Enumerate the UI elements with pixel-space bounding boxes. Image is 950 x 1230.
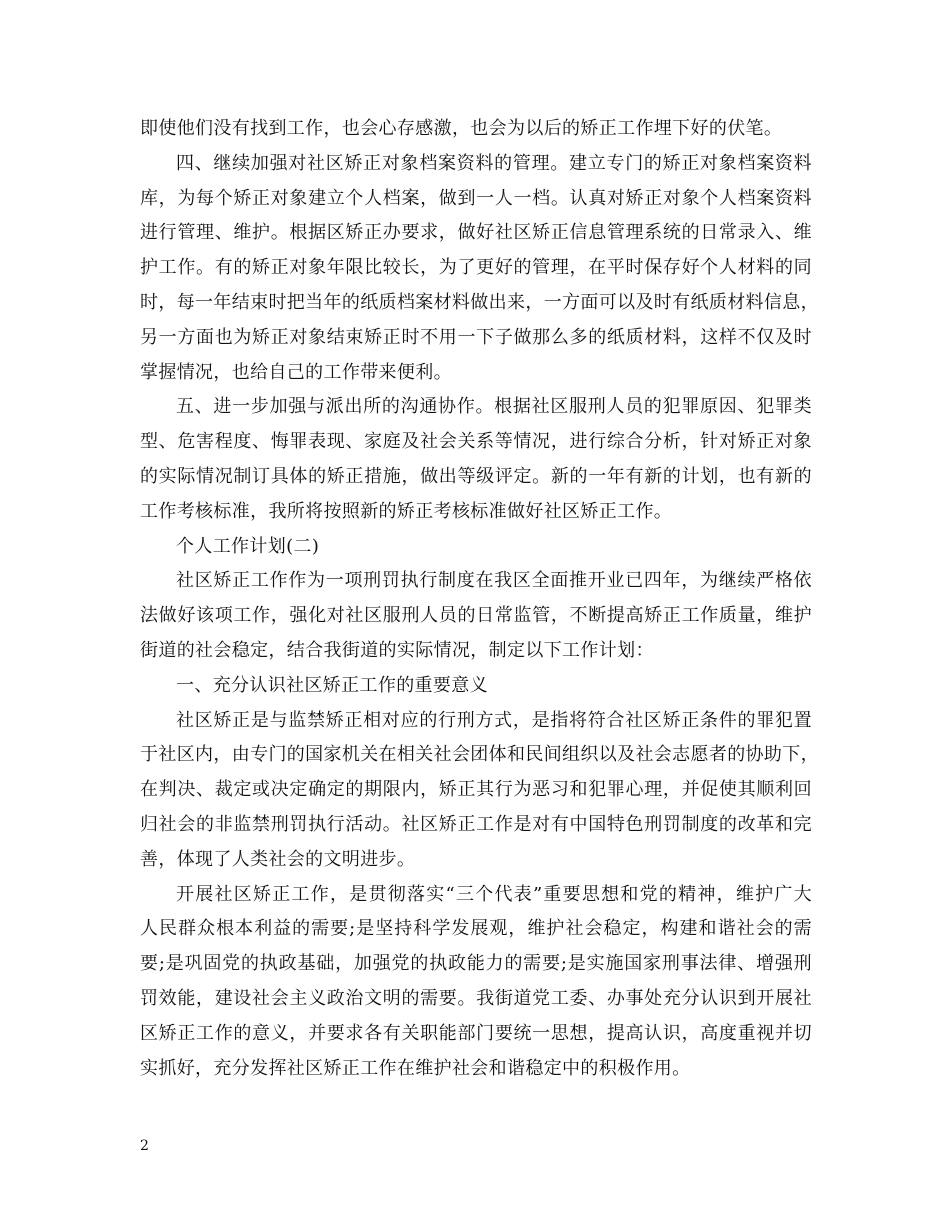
text-line: 的实际情况制订具体的矫正措施，做出等级评定。新的一年有新的计划，也有新的 bbox=[140, 465, 812, 487]
document-body bbox=[140, 112, 819, 1086]
text-line: 法做好该项工作，强化对社区服刑人员的日常监管，不断提高矫正工作质量，维护 bbox=[140, 605, 812, 627]
text-line: 实抓好，充分发挥社区矫正工作在维护社会和谐稳定中的积极作用。 bbox=[140, 1057, 691, 1079]
text-line: 人民群众根本利益的需要;是坚持科学发展观，维护社会稳定，构建和谐社会的需 bbox=[140, 918, 812, 940]
text-line: 即使他们没有找到工作，也会心存感激，也会为以后的矫正工作埋下好的伏笔。 bbox=[140, 118, 783, 139]
text-line: 于社区内，由专门的国家机关在相关社会团体和民间组织以及社会志愿者的协助下， bbox=[140, 744, 819, 766]
text-line: 善，体现了人类社会的文明进步。 bbox=[140, 848, 416, 870]
text-line: 社区矫正是与监禁矫正相对应的行刑方式，是指将符合社区矫正条件的罪犯置 bbox=[176, 709, 812, 731]
text-line: 要;是巩固党的执政基础，加强党的执政能力的需要;是实施国家刑事法律、增强刑 bbox=[140, 953, 812, 975]
text-line: 开展社区矫正工作，是贯彻落实“三个代表”重要思想和党的精神，维护广大 bbox=[176, 883, 812, 905]
text-line: 时，每一年结束时把当年的纸质档案材料做出来，一方面可以及时有纸质材料信息， bbox=[140, 291, 819, 313]
section-heading: 一、充分认识社区矫正工作的重要意义 bbox=[176, 674, 488, 696]
text-line: 工作考核标准，我所将按照新的矫正考核标准做好社区矫正工作。 bbox=[140, 500, 673, 522]
text-line: 型、危害程度、悔罪表现、家庭及社会关系等情况，进行综合分析，针对矫正对象 bbox=[140, 431, 812, 453]
text-line: 另一方面也为矫正对象结束矫正时不用一下子做那么多的纸质材料，这样不仅及时 bbox=[140, 326, 812, 348]
section-heading: 个人工作计划(二) bbox=[176, 535, 320, 557]
text-line: 四、继续加强对社区矫正对象档案资料的管理。建立专门的矫正对象档案资料 bbox=[176, 152, 812, 174]
text-line: 护工作。有的矫正对象年限比较长，为了更好的管理，在平时保存好个人材料的同 bbox=[140, 257, 812, 279]
text-line: 归社会的非监禁刑罚执行活动。社区矫正工作是对有中国特色刑罚制度的改革和完 bbox=[140, 813, 812, 835]
text-line: 五、进一步加强与派出所的沟通协作。根据社区服刑人员的犯罪原因、犯罪类 bbox=[176, 396, 812, 418]
text-line: 进行管理、维护。根据区矫正办要求，做好社区矫正信息管理系统的日常录入、维 bbox=[140, 222, 812, 244]
text-line: 库，为每个矫正对象建立个人档案，做到一人一档。认真对矫正对象个人档案资料 bbox=[140, 187, 812, 209]
text-line: 掌握情况，也给自己的工作带来便利。 bbox=[140, 361, 452, 383]
page-number: 2 bbox=[140, 1138, 149, 1154]
text-line: 社区矫正工作作为一项刑罚执行制度在我区全面推开业已四年，为继续严格依 bbox=[176, 570, 812, 592]
text-line: 区矫正工作的意义，并要求各有关职能部门要统一思想，提高认识，高度重视并切 bbox=[140, 1022, 812, 1044]
text-line: 在判决、裁定或决定确定的期限内，矫正其行为恶习和犯罪心理，并促使其顺利回 bbox=[140, 779, 812, 801]
text-line: 罚效能，建设社会主义政治文明的需要。我街道党工委、办事处充分认识到开展社 bbox=[140, 987, 812, 1009]
text-line: 街道的社会稳定，结合我街道的实际情况，制定以下工作计划： bbox=[140, 639, 654, 661]
